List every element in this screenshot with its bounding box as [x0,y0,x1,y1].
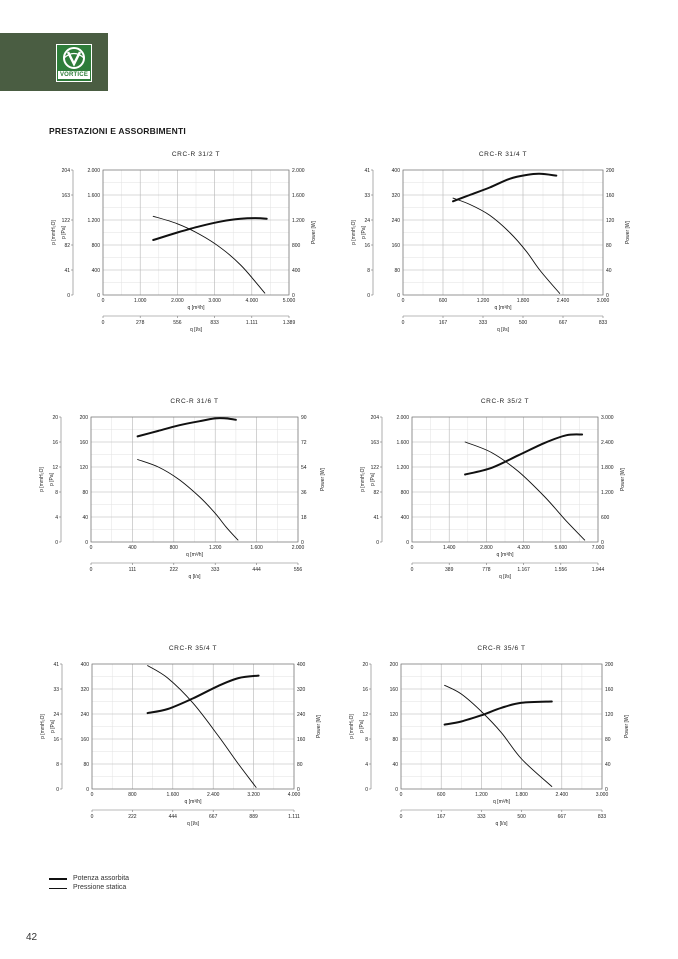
outer-y-tick-label: 41 [53,661,59,668]
y-tick-label: 80 [83,761,89,768]
secondary-x-axis-label: q [l/s] [497,327,509,333]
outer-y-tick-label: 0 [55,539,58,546]
legend-label-power: Potenza assorbita [73,875,130,882]
x-tick-label: 0 [89,545,93,551]
outer-y-tick-label: 0 [56,786,59,793]
x-axis-label: q [m³/h] [187,305,205,311]
y2-tick-label: 0 [301,539,304,546]
outer-y-tick-label: 0 [376,539,379,546]
outer-y-tick-label: 33 [364,192,370,199]
secondary-x-axis-label: q [l/s] [188,574,201,580]
secondary-x-tick-label: 389 [445,567,454,573]
secondary-x-tick-label: 333 [211,567,220,573]
x-tick-label: 4.000 [287,792,301,798]
y-axis-label: p [Pa] [49,472,55,487]
y2-tick-label: 54 [301,464,307,471]
y2-tick-label: 160 [606,192,615,199]
secondary-x-tick-label: 778 [482,567,491,573]
x-axis-label: q [m³/h] [496,552,514,558]
secondary-x-tick-label: 1.556 [554,567,568,573]
y-tick-label: 400 [391,167,400,174]
section-title: PRESTAZIONI E ASSORBIMENTI [49,126,186,136]
series-line-power [138,418,236,436]
outer-y-axis-label: p [mmH₂O] [39,467,45,492]
secondary-x-tick-label: 1.111 [245,320,258,326]
x-axis-label: q [m³/h] [186,552,203,558]
x-tick-label: 600 [437,792,446,798]
outer-y-tick-label: 24 [364,217,370,224]
secondary-x-tick-label: 556 [293,567,303,573]
x-tick-label: 1.400 [442,545,456,551]
y2-tick-label: 3.000 [601,414,614,421]
secondary-x-tick-label: 1.111 [288,814,300,820]
x-tick-label: 1.000 [133,298,147,304]
secondary-x-tick-label: 500 [518,320,528,326]
y2-tick-label: 800 [292,242,301,249]
y2-axis-label: Power [W] [624,714,630,739]
secondary-x-tick-label: 222 [169,567,178,573]
y2-tick-label: 0 [292,292,295,299]
y-tick-label: 320 [80,686,89,693]
outer-y-tick-label: 16 [52,439,58,446]
y-tick-label: 400 [91,267,100,274]
outer-y-tick-label: 163 [61,192,70,199]
y2-tick-label: 72 [301,439,307,446]
y-tick-label: 0 [86,786,89,793]
outer-y-tick-label: 12 [52,464,58,471]
y-axis-label: p [Pa] [359,719,365,734]
y2-tick-label: 0 [601,539,604,546]
y-tick-label: 320 [391,192,400,199]
series-line-pressure [453,198,560,293]
logo-text: VORTICE [59,72,89,78]
secondary-x-tick-label: 556 [173,320,182,326]
secondary-x-tick-label: 167 [437,814,446,820]
y2-tick-label: 0 [606,292,609,299]
outer-y-tick-label: 41 [64,267,70,274]
outer-y-tick-label: 122 [370,464,379,471]
y-tick-label: 160 [79,439,88,446]
y-tick-label: 0 [85,539,88,546]
x-tick-label: 3.200 [247,792,260,798]
secondary-x-tick-label: 0 [101,320,105,326]
legend-item-pressure [49,883,129,892]
series-line-pressure [465,442,585,540]
outer-y-tick-label: 0 [367,292,370,299]
y-tick-label: 80 [394,267,400,274]
y2-tick-label: 320 [297,686,306,693]
x-axis-label: q [m³/h] [494,305,512,311]
chart-title: CRC-R 35/2 T [480,398,530,405]
y-tick-label: 80 [82,489,88,496]
y2-axis-label: Power [W] [620,467,626,492]
outer-y-tick-label: 20 [52,414,58,421]
x-tick-label: 7.000 [591,545,605,551]
secondary-x-tick-label: 667 [209,814,218,820]
series-line-pressure [153,216,265,293]
x-tick-label: 1.200 [208,545,222,551]
y2-tick-label: 80 [605,736,611,743]
outer-y-tick-label: 16 [53,736,59,743]
outer-y-axis-label: p [mmH₂O] [351,220,357,245]
y-tick-label: 200 [389,661,398,668]
y2-tick-label: 160 [297,736,306,743]
secondary-x-tick-label: 0 [401,320,405,326]
y-tick-label: 40 [82,514,88,521]
outer-y-axis-label: p [mmH₂O] [40,714,46,739]
y2-tick-label: 36 [301,489,307,496]
y2-tick-label: 40 [605,761,611,768]
y2-axis-label: Power [W] [311,220,317,245]
y-tick-label: 1.600 [396,439,409,446]
x-tick-label: 800 [169,545,178,551]
y2-tick-label: 240 [297,711,306,718]
x-tick-label: 0 [399,792,403,798]
y-tick-label: 1.200 [87,217,100,224]
secondary-x-tick-label: 1.944 [591,567,605,573]
outer-y-tick-label: 16 [362,686,368,693]
y2-tick-label: 160 [605,686,614,693]
y2-axis-label: Power [W] [625,220,631,245]
x-axis-label: q [m³/h] [184,799,202,805]
secondary-x-tick-label: 889 [249,814,258,820]
outer-y-tick-label: 41 [373,514,379,521]
outer-y-tick-label: 163 [370,439,379,446]
y-tick-label: 160 [80,736,89,743]
chart-title: CRC-R 31/4 T [478,151,528,158]
chart-title: CRC-R 31/6 T [170,398,219,405]
x-tick-label: 1.800 [515,792,528,798]
series-line-pressure [138,460,238,541]
x-tick-label: 1.200 [475,792,488,798]
secondary-x-tick-label: 667 [557,814,566,820]
outer-y-tick-label: 122 [61,217,70,224]
outer-y-tick-label: 24 [53,711,59,718]
y2-tick-label: 400 [292,267,301,274]
x-tick-label: 1.600 [166,792,180,798]
x-tick-label: 1.600 [250,545,263,551]
secondary-x-tick-label: 0 [90,814,94,820]
outer-y-tick-label: 8 [365,736,368,743]
y-tick-label: 240 [80,711,89,718]
outer-y-tick-label: 33 [53,686,59,693]
outer-y-axis-label: p [mmH₂O] [51,220,57,245]
y-axis-label: p [Pa] [361,225,367,240]
chart-title: CRC-R 35/6 T [477,645,526,652]
series-line-power [148,676,259,714]
chart-title: CRC-R 35/4 T [168,645,218,652]
legend-label-pressure: Pressione statica [73,884,127,891]
y2-tick-label: 120 [606,217,615,224]
legend-line-thick [49,878,67,880]
y2-tick-label: 18 [301,514,307,521]
y2-tick-label: 90 [301,414,307,421]
y-tick-label: 120 [389,711,398,718]
outer-y-tick-label: 0 [67,292,70,299]
secondary-x-tick-label: 0 [410,567,414,573]
x-tick-label: 0 [410,545,414,551]
secondary-x-axis-label: q [l/s] [499,574,511,580]
x-tick-label: 0 [401,298,405,304]
y2-tick-label: 1.200 [601,489,614,496]
x-tick-label: 2.800 [480,545,493,551]
secondary-x-tick-label: 167 [438,320,448,326]
secondary-x-tick-label: 222 [128,814,137,820]
outer-y-tick-label: 20 [362,661,368,668]
outer-y-tick-label: 204 [61,167,70,174]
secondary-x-axis-label: q [l/s] [187,821,199,827]
y2-tick-label: 1.600 [292,192,305,199]
x-tick-label: 1.200 [476,298,490,304]
x-tick-label: 4.000 [245,298,259,304]
x-tick-label: 2.000 [171,298,184,304]
y-tick-label: 200 [79,414,88,421]
y-tick-label: 160 [391,242,400,249]
x-tick-label: 2.400 [556,298,570,304]
secondary-x-tick-label: 111 [128,567,137,573]
x-tick-label: 2.000 [291,545,305,551]
secondary-x-tick-label: 333 [477,814,486,820]
y2-tick-label: 2.400 [601,439,614,446]
x-tick-label: 3.000 [208,298,221,304]
outer-y-axis-label: p [mmH₂O] [349,714,355,739]
outer-y-tick-label: 8 [56,761,59,768]
x-tick-label: 400 [128,545,137,551]
secondary-x-tick-label: 500 [517,814,526,820]
secondary-x-tick-label: 1.167 [517,567,530,573]
secondary-x-tick-label: 278 [136,320,145,326]
y2-tick-label: 200 [606,167,615,174]
y2-axis-label: Power [W] [316,714,322,739]
y-tick-label: 40 [392,761,398,768]
secondary-x-tick-label: 0 [399,814,403,820]
chart-title: CRC-R 31/2 T [171,151,221,158]
secondary-x-tick-label: 444 [168,814,177,820]
secondary-x-tick-label: 833 [598,320,608,326]
y-tick-label: 0 [397,292,400,299]
y-tick-label: 0 [395,786,398,793]
y-tick-label: 240 [391,217,400,224]
x-tick-label: 5.600 [554,545,568,551]
secondary-x-tick-label: 1.389 [282,320,296,326]
y-tick-label: 2.000 [87,167,100,174]
x-tick-label: 4.200 [517,545,530,551]
outer-y-tick-label: 16 [364,242,370,249]
y-tick-label: 0 [97,292,100,299]
y-tick-label: 120 [79,464,88,471]
y2-tick-label: 0 [297,786,300,793]
secondary-x-tick-label: 667 [558,320,568,326]
y2-tick-label: 80 [606,242,612,249]
x-tick-label: 2.400 [555,792,569,798]
y2-tick-label: 200 [605,661,614,668]
outer-y-tick-label: 82 [373,489,379,496]
outer-y-tick-label: 4 [365,761,368,768]
y-tick-label: 160 [389,686,398,693]
x-tick-label: 600 [438,298,448,304]
y-tick-label: 80 [392,736,398,743]
y-tick-label: 400 [80,661,89,668]
y2-tick-label: 1.800 [601,464,614,471]
y-tick-label: 800 [400,489,409,496]
series-line-power [445,702,552,725]
outer-y-tick-label: 204 [370,414,379,421]
y2-tick-label: 80 [297,761,303,768]
secondary-x-axis-label: q [l/s] [190,327,202,333]
y-tick-label: 1.600 [87,192,100,199]
y-axis-label: p [Pa] [50,719,56,734]
y2-axis-label: Power [W] [320,467,326,492]
legend-line-thin [49,888,67,889]
outer-y-tick-label: 82 [64,242,70,249]
outer-y-tick-label: 41 [364,167,370,174]
y-tick-label: 1.200 [396,464,409,471]
y2-tick-label: 1.200 [292,217,305,224]
x-tick-label: 3.000 [595,792,609,798]
secondary-x-tick-label: 833 [597,814,607,820]
y-tick-label: 0 [406,539,409,546]
outer-y-tick-label: 12 [362,711,368,718]
secondary-x-axis-label: q [l/s] [495,821,508,827]
x-tick-label: 0 [90,792,94,798]
x-tick-label: 2.400 [206,792,220,798]
secondary-x-tick-label: 444 [252,567,261,573]
x-axis-label: q [m³/h] [493,799,510,805]
y2-tick-label: 40 [606,267,612,274]
outer-y-axis-label: p [mmH₂O] [360,467,366,492]
outer-y-tick-label: 8 [55,489,58,496]
x-tick-label: 0 [101,298,105,304]
y2-tick-label: 400 [297,661,306,668]
y-axis-label: p [Pa] [370,472,376,487]
secondary-x-tick-label: 833 [210,320,219,326]
outer-y-tick-label: 8 [367,267,370,274]
x-tick-label: 5.000 [282,298,296,304]
legend-item-power [49,874,129,883]
page-number: 42 [26,932,38,943]
outer-y-tick-label: 4 [55,514,58,521]
y-axis-label: p [Pa] [61,225,67,240]
x-tick-label: 3.000 [596,298,610,304]
y-tick-label: 800 [91,242,100,249]
y2-tick-label: 0 [605,786,608,793]
secondary-x-tick-label: 333 [478,320,488,326]
y-tick-label: 2.000 [396,414,409,421]
x-tick-label: 1.800 [516,298,530,304]
y2-tick-label: 600 [601,514,610,521]
y-tick-label: 400 [400,514,409,521]
secondary-x-tick-label: 0 [89,567,93,573]
series-line-power [453,174,556,202]
legend [49,874,129,892]
y2-tick-label: 120 [605,711,614,718]
series-line-pressure [445,685,552,786]
x-tick-label: 800 [128,792,137,798]
y2-tick-label: 2.000 [292,167,305,174]
outer-y-tick-label: 0 [365,786,368,793]
